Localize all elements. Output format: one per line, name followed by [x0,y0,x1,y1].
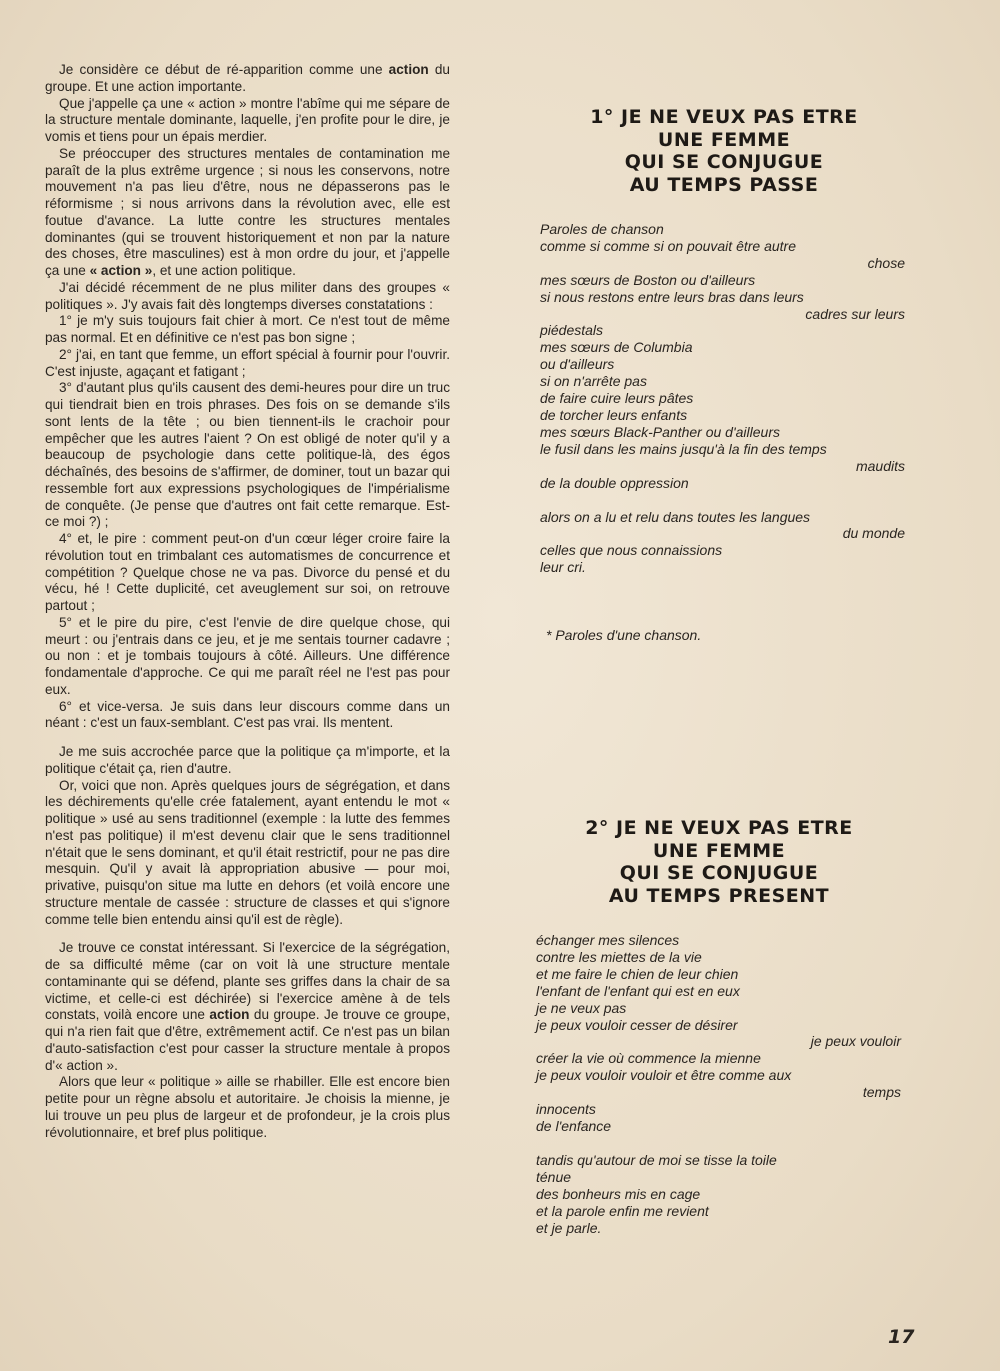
bold-term: « action » [89,263,153,278]
stanza-break [536,1135,901,1152]
title-line: 1° JE NE VEUX PAS ETRE [590,106,858,128]
section-1-title [569,106,879,196]
poem-line: celles que nous connaissions [540,542,723,559]
paragraph-text: 1° je m'y suis toujours fait chier à mort. Ce n'est tout de même pas normal. Et en définitive ce n'est pas bon signe ; [45,313,450,345]
poem-line: de l'enfance [536,1117,612,1134]
paragraph-text: du groupe. Je trouve ce groupe, qui n'a rien fait que d'être, extrêmement actif. Ce n'est pas un bilan d'auto-satisfaction c'est pour casser la structure mentale à propos d'« action ». [45,1007,450,1073]
poem-line: du monde [842,525,905,542]
poem-line: si on n'arrête pas [540,373,647,390]
footnote: * Paroles d'une chanson. [546,627,702,643]
essay-paragraph [45,699,450,733]
poem-line: temps [862,1084,901,1101]
paragraph-text: Se préoccuper des structures mentales de contamination me paraît de la plus extrême urgence ; si nous les conservons, notre mouvement n'a pas lieu d'être, nous ne dépasserons pas le réformisme ; si nous arrivons dans la révolution avec, elle est foutue d'avance. La lutte contre les structures mentales dominantes (qui se trouvent historiquement et non par la nature des choses, être masculines) est à mon ordre du jour, et j'appelle ça une [45,145,450,278]
poem-line: cadres sur leurs [805,305,905,322]
essay-paragraph [45,744,450,778]
poem-line: de faire cuire leurs pâtes [540,390,694,407]
essay-paragraph [45,778,450,929]
poem-line: comme si comme si on pouvait être autre [540,237,796,254]
essay-paragraph [45,615,450,699]
title-line: UNE FEMME [657,128,791,151]
poem-line: Paroles de chanson [540,221,664,237]
poem-line: mes sœurs de Columbia [540,339,693,356]
section-2-title [564,817,874,907]
title-line: QUI SE CONJUGUE [624,151,824,173]
poem-line: innocents [536,1101,596,1118]
poem-line: si nous restons entre leurs bras dans leurs [540,288,804,305]
paragraph-text: , et une action politique. [152,263,296,278]
poem-line: ou d'ailleurs [540,356,615,373]
paragraph-text: Je trouve ce constat intéressant. Si l'exercice de la ségrégation, de sa difficulté même (car on voit là une structure mentale contaminante qui se défend, plante ses griffes dans la chair de sa victime, et celle-ci est déchirée) si l'exercice amène à de tels constats, voilà encore une [45,940,450,1023]
poem-line: et la parole enfin me revient [536,1202,709,1219]
essay-paragraph [45,1074,450,1141]
poem-line: piédestals [540,322,604,339]
poem-line: tandis qu'autour de moi se tisse la toile [536,1151,777,1168]
poem-line: et me faire le chien de leur chien [536,965,739,982]
paragraph-text: Alors que leur « politique » aille se rhabiller. Elle est encore bien petite pour un règne absolu et autoritaire. Je choisis la mienne, je lui trouve un peu plus de largeur et de profondeur, je la crois plus révolutionnaire, et bref plus politique. [45,1074,450,1140]
paragraph-text: Je considère ce début de ré-apparition comme une [59,62,389,77]
essay-paragraph [45,62,450,96]
page-number: 17 [888,1326,915,1348]
poem-line: je peux vouloir [810,1033,901,1050]
paragraph-text: du groupe. Et une action importante. [45,62,450,94]
essay-paragraph [45,146,450,280]
poem-line: de la double oppression [540,474,689,491]
poem-line: je peux vouloir vouloir et être comme aux [536,1067,792,1084]
paragraph-text: Que j'appelle ça une « action » montre l'abîme qui me sépare de la structure mentale dominante, laquelle, j'en profite pour le dire, je vomis et tiens pour un épais merdier. [45,95,450,144]
poem-line: maudits [855,457,905,474]
essay-paragraph [45,940,450,1074]
poem-line: créer la vie où commence la mienne [536,1050,761,1067]
poem-line: je peux vouloir cesser de désirer [536,1016,738,1033]
title-line: AU TEMPS PASSE [629,173,819,196]
poem-line: l'enfant de l'enfant qui est en eux [536,982,740,999]
poem-line: mes sœurs de Boston ou d'ailleurs [540,271,756,288]
poem-line: alors on a lu et relu dans toutes les langues [540,508,811,525]
bold-term: action [209,1007,250,1023]
essay-paragraph [45,380,450,531]
poem-line: échanger mes silences [536,932,680,948]
poem-line: et je parle. [536,1219,602,1236]
paragraph-text: 6° et vice-versa. Je suis dans leur discours comme dans un néant : c'est un faux-semblant. C'est pas vrai. Ils mentent. [45,698,450,731]
poem-line: contre les miettes de la vie [536,948,702,965]
paragraph-text: J'ai décidé récemment de ne plus militer dans des groupes « politiques ». J'y avais fait dès longtemps diverses constatations : [45,279,450,312]
section-2-poem [536,932,901,1236]
paragraph-text: 2° j'ai, en tant que femme, un effort spécial à fournir pour l'ouvrir. C'est injuste, agaçant et fatigant ; [45,346,450,379]
title-line: 2° JE NE VEUX PAS ETRE [585,817,853,839]
poem-line: leur cri. [540,559,586,576]
paragraph-text: 3° d'autant plus qu'ils causent des demi-heures pour dire un truc qui tiendrait bien en trois phrases. Des fois on se demande s'ils sont lents de la tête ; ou bien tiennent-ils le crachoir pour empêcher que les autres l'aient ? On est obligé de noter qu'il y a beaucoup de psychologie dans cette politique-là, des égos déchaînés, des besoins de s'affirmer, de dominer, tout un bazar qui ressemble fort aux expressions psychologiques de l'impérialisme de conquête. (Je pense que d'autres ont fait cette remarque. Est-ce moi ?) ; [45,380,450,530]
title-line: AU TEMPS PRESENT [608,884,830,907]
paragraph-text: Je me suis accrochée parce que la politique ça m'importe, et la politique c'était ça, rien d'autre. [45,744,450,776]
essay-paragraph [45,96,450,146]
title-line: UNE FEMME [652,839,786,862]
essay-paragraph [45,531,450,615]
poem-line: je ne veux pas [536,999,627,1016]
title-line: QUI SE CONJUGUE [619,862,819,884]
essay-column [45,62,450,1141]
essay-paragraph [45,280,450,314]
poem-line: le fusil dans les mains jusqu'à la fin des temps [540,440,827,457]
poem-line: de torcher leurs enfants [540,406,688,423]
paragraph-text: 4° et, le pire : comment peut-on d'un cœur léger croire faire la révolution tout en trimbalant ces automatismes de concurrence et compétition ? Quelque chose ne va pas. Divorce du pensé et du vécu, hé ! Cette duplicité, cet aveuglement sur soi, on retrouve partout ; [45,531,450,613]
poem-line: chose [867,254,905,271]
poem-line: mes sœurs Black-Panther ou d'ailleurs [540,423,780,440]
paragraph-text: 5° et le pire du pire, c'est l'envie de dire quelque chose, qui meurt : ou j'entrais dans ce jeu, et je me sentais tourner cadavre ; ou non : et je tombais toujours à côté. Ailleurs. Une différence fondamentale d'approche. Ce qui me paraît réel ne l'est pas pour eux. [45,614,450,697]
paragraph-text: Or, voici que non. Après quelques jours de ségrégation, et dans les déchirements qu'elle crée fatalement, ayant entendu le mot « politique » usé au sens traditionnel (exemple : la lutte des femmes n'est pas politique) il m'est devenu clair que le sens traditionnel n'était que le sens dominant, et qu'il était restrictif, pour ne pas dire mesquin. Qu'il y avait là appropriation abusive — pour moi, privative, puisqu'on situe ma lutte en dehors (et voilà encore une structure mentale de cassée : structure de classes et qui s'ignore comme telle bien entendu ainsi qu'il est de règle). [45,777,450,927]
essay-paragraph [45,347,450,381]
section-1-poem [540,221,905,576]
essay-paragraph [45,313,450,347]
bold-term: action [388,62,429,77]
stanza-break [540,492,905,509]
poem-line: ténue [536,1168,572,1185]
poem-line: des bonheurs mis en cage [536,1185,701,1202]
